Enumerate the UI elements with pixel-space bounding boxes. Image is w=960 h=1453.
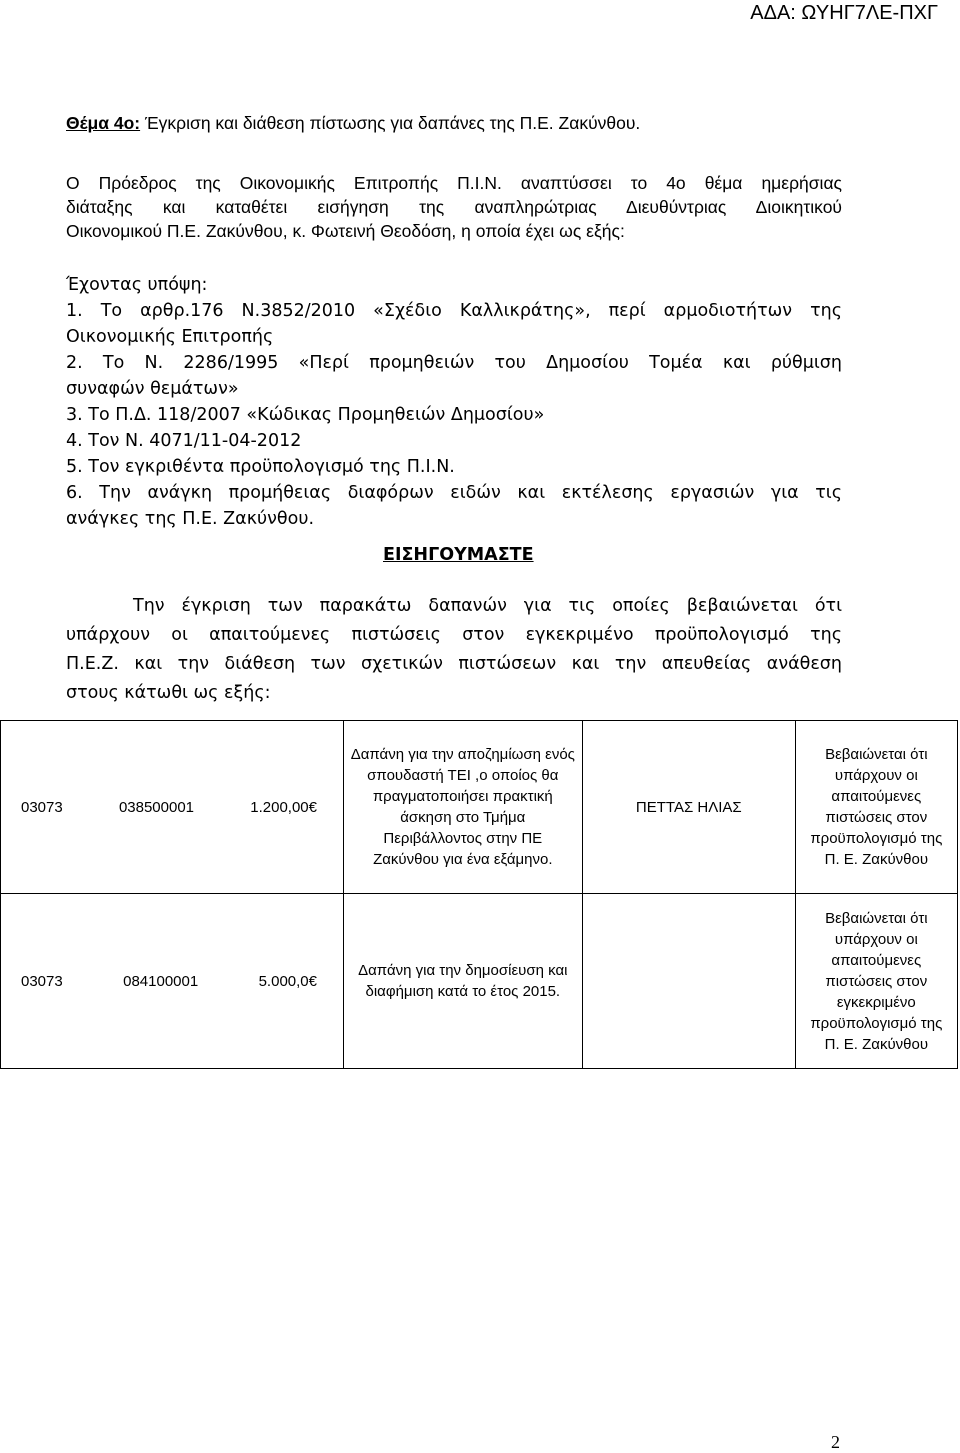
list-item: 3. Το Π.Δ. 118/2007 «Κώδικας Προμηθειών Δημοσίου»: [66, 405, 545, 425]
expenses-table: [0, 720, 958, 1069]
list-item: 2. Το Ν. 2286/1995 «Περί προμηθειών του Δημοσίου Τομέα και ρύθμιση: [66, 353, 842, 373]
considering-title: Έχοντας υπόψη:: [66, 275, 208, 295]
budget-code: 03073: [21, 972, 63, 990]
code-cell: [1, 894, 344, 1069]
amount: 5.000,0€: [258, 972, 317, 990]
topic-text: Έγκριση και διάθεση πίστωσης για δαπάνες της Π.Ε. Ζακύνθου.: [140, 113, 641, 133]
certification-cell: Βεβαιώνεται ότι υπάρχουν οι απαιτούμενες πιστώσεις στον εγκεκριμένο προϋπολογισμό της Π. Ε. Ζακύνθου: [795, 894, 957, 1069]
amount: 1.200,00€: [250, 798, 317, 816]
considering-list: [66, 298, 842, 532]
approval-line: Π.Ε.Ζ. και την διάθεση των σχετικών πιστώσεων και την απευθείας ανάθεση: [66, 654, 842, 674]
approval-line: Την έγκριση των παρακάτω δαπανών για τις οποίες βεβαιώνεται ότι: [133, 596, 842, 616]
ada-code: ΑΔΑ: ΩΥΗΓ7ΛΕ-ΠΧΓ: [750, 2, 938, 24]
table-row: [1, 721, 958, 894]
list-item: 4. Τον Ν. 4071/11-04-2012: [66, 431, 302, 451]
certification-cell: Βεβαιώνεται ότι υπάρχουν οι απαιτούμενες πιστώσεις στον προϋπολογισμό της Π. Ε. Ζακύνθου: [795, 721, 957, 894]
code-cell: [1, 721, 344, 894]
list-item: 1. Το αρθρ.176 Ν.3852/2010 «Σχέδιο Καλλικράτης», περί αρμοδιοτήτων της: [66, 301, 842, 321]
topic-label: Θέμα 4ο:: [66, 113, 141, 133]
approval-line: υπάρχουν οι απαιτούμενες πιστώσεις στον εγκεκριμένο προϋπολογισμό της: [66, 625, 842, 645]
intro-line: Ο Πρόεδρος της Οικονομικής Επιτροπής Π.Ι.Ν. αναπτύσσει το 4ο θέμα ημερήσιας: [66, 173, 842, 193]
intro-paragraph: [66, 171, 842, 243]
proposal-heading: ΕΙΣΗΓΟΥΜΑΣΤΕ: [383, 545, 534, 565]
topic-line: [66, 112, 866, 134]
list-item: 6. Την ανάγκη προμήθειας διαφόρων ειδών και εκτέλεσης εργασιών για τις: [66, 483, 842, 503]
list-item: συναφών θεμάτων»: [66, 379, 239, 399]
description-cell: Δαπάνη για την δημοσίευση και διαφήμιση κατά το έτος 2015.: [343, 894, 582, 1069]
list-item: 5. Τον εγκριθέντα προϋπολογισμό της Π.Ι.Ν.: [66, 457, 455, 477]
page-number: 2: [831, 1432, 840, 1452]
approval-line: στους κάτωθι ως εξής:: [66, 683, 271, 703]
approval-paragraph: [66, 592, 842, 708]
budget-code: 03073: [21, 798, 63, 816]
contractor-cell: [582, 894, 795, 1069]
contractor-cell: ΠΕΤΤΑΣ ΗΛΙΑΣ: [582, 721, 795, 894]
table-row: [1, 894, 958, 1069]
intro-line: διάταξης και καταθέτει εισήγηση της αναπληρώτριας Διευθύντριας Διοικητικού: [66, 197, 842, 217]
intro-line: Οικονομικού Π.Ε. Ζακύνθου, κ. Φωτεινή Θεοδόση, η οποία έχει ως εξής:: [66, 221, 625, 241]
description-cell: Δαπάνη για την αποζημίωση ενός σπουδαστή ΤΕΙ ,ο οποίος θα πραγματοποιήσει πρακτική άσκηση στο Τμήμα Περιβάλλοντος στην ΠΕ Ζακύνθου για ένα εξάμηνο.: [343, 721, 582, 894]
list-item: ανάγκες της Π.Ε. Ζακύνθου.: [66, 509, 315, 529]
account-code: 084100001: [123, 972, 199, 990]
account-code: 038500001: [118, 798, 195, 816]
list-item: Οικονομικής Επιτροπής: [66, 327, 274, 347]
